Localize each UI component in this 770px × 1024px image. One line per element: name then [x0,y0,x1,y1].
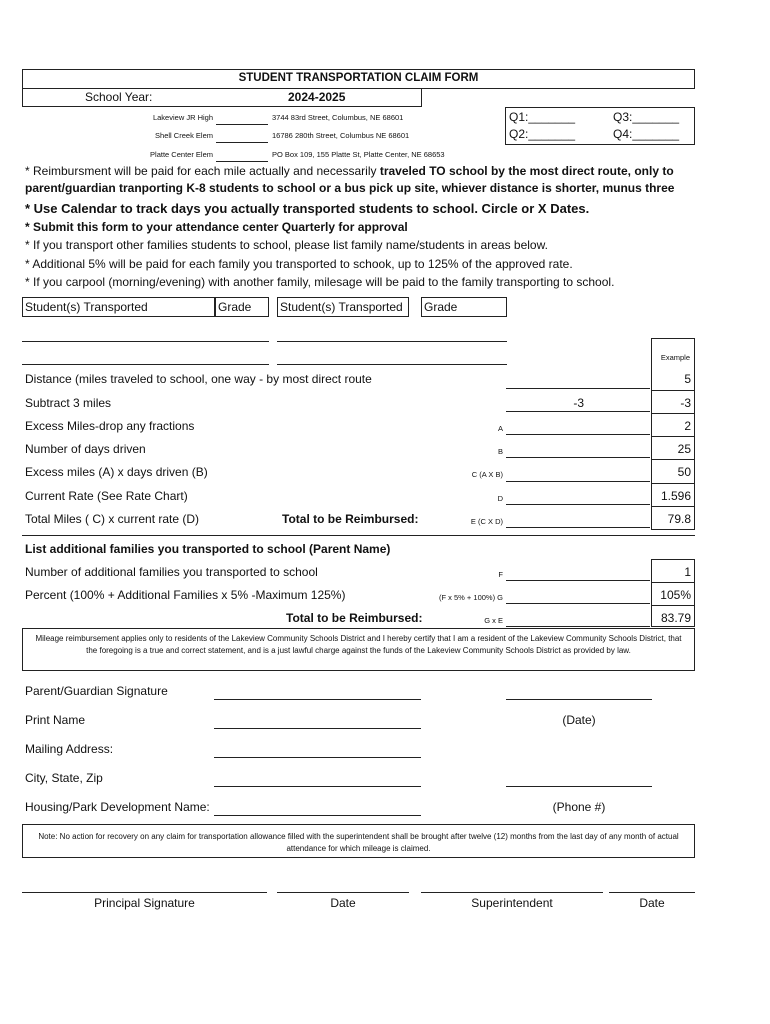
calc-row-input[interactable] [506,504,650,505]
calc-row-example: 2 [684,419,691,433]
calc-row-example: -3 [680,396,691,410]
families-row-input[interactable] [506,580,650,581]
calc-row-code: A [497,424,503,433]
calc-row-input[interactable] [506,434,650,435]
example-label: Example [660,353,690,362]
families-row-label: Percent (100% + Additional Families x 5% -Maximum 125%) [25,588,346,602]
print-name-line[interactable] [214,728,421,729]
city-state-zip-label: City, State, Zip [25,771,103,785]
instruction-reimbursement-a: * Reimbursment will be paid for each mile actually and necessarily [25,164,380,178]
calc-row-label: Excess miles (A) x days driven (B) [25,465,208,479]
instruction-additional: * Additional 5% will be paid for each family you transported to schook, up to 125% of the approved rate. [25,257,573,271]
superintendent-label: Superintendent [471,896,553,910]
total-reimbursed-label-2: Total to be Reimbursed: [286,611,423,625]
school-year-label: School Year: [85,90,153,104]
form-title: STUDENT TRANSPORTATION CLAIM FORM [238,72,479,84]
mailing-address-label: Mailing Address: [25,742,114,756]
calc-row-code: B [497,447,503,456]
calc-row-example: 50 [677,465,691,479]
calc-row-label: Total Miles ( C) x current rate (D) [25,512,200,526]
example-divider [651,413,695,414]
school-year-value: 2024-2025 [288,90,346,104]
superintendent-line[interactable] [421,892,603,893]
quarter-3[interactable]: Q3:_______ [613,110,680,124]
housing-line[interactable] [214,815,421,816]
date-line-1[interactable] [277,892,409,893]
housing-label: Housing/Park Development Name: [25,800,210,814]
grade-col-header: Grade [218,300,252,314]
families-example: 105% [660,588,691,602]
phone-line[interactable] [506,786,652,787]
total-reimbursed-label: Total to be Reimbursed: [282,512,419,526]
calc-row-input[interactable] [506,527,650,528]
example-divider [651,605,695,606]
calc-row-input-line [506,411,650,412]
mailing-address-line[interactable] [214,757,421,758]
school-year-box [22,88,422,107]
instruction-reimbursement-2: parent/guardian tranporting K-8 students to school or a bus pick up site, whiever distance is shorter, munus three [25,181,675,195]
calc-row-label: Current Rate (See Rate Chart) [25,489,188,503]
student-col-header-2: Student(s) Transported [280,300,403,314]
school-address: PO Box 109, 155 Platte St, Platte Center, NE 68653 [272,150,445,159]
student-entry-line[interactable] [277,364,507,365]
school-check-line[interactable] [216,161,268,162]
school-name: Platte Center Elem [150,150,213,159]
calc-row-input[interactable]: -3 [573,396,584,410]
certification-text: Mileage reimbursement applies only to residents of the Lakeview Community Schools District and I hereby certify that I am a resident of the Lakeview Community Schools District, that the foregoing is a true and correct statement, and is a just lawful charge against the funds of the Lakeview Community Schools District as provided by law. [35,634,682,655]
school-name: Shell Creek Elem [155,131,213,140]
note-text: Note: No action for recovery on any claim for transportation allowance filled with the superintendent shall be brought after twelve (12) months from the last day of any month of actual attendance for which mileage is claimed. [38,832,679,853]
calc-row-code: E (C X D) [470,517,503,526]
families-row-code: (F x 5% + 100%) G [439,593,503,602]
grade-col-header-2: Grade [424,300,458,314]
instruction-other-families: * If you transport other families students to school, please list family name/students in areas below. [25,238,548,252]
calc-row-input[interactable] [506,457,650,458]
example-divider [651,483,695,484]
student-entry-line[interactable] [277,341,507,342]
calc-row-input[interactable] [506,481,650,482]
example-divider [651,582,695,583]
families-example: 1 [684,565,691,579]
example-divider [651,436,695,437]
city-state-zip-line[interactable] [214,786,421,787]
calc-row-code: D [497,494,503,503]
date-label-2: Date [639,896,665,910]
total-input-2[interactable] [506,626,650,627]
calc-row-input[interactable] [506,388,650,389]
instruction-submit: * Submit this form to your attendance center Quarterly for approval [25,220,408,234]
date-label-1: Date [330,896,356,910]
families-row-input[interactable] [506,603,650,604]
calc-row-example: 79.8 [667,512,691,526]
principal-signature-label: Principal Signature [94,896,195,910]
school-check-line[interactable] [216,142,268,143]
calc-row-example: 5 [684,372,691,386]
school-address: 3744 83rd Street, Columbus, NE 68601 [272,113,404,122]
signature-date-line[interactable] [506,699,652,700]
total-code-2: G x E [484,616,503,625]
calc-row-label: Excess Miles-drop any fractions [25,419,195,433]
student-entry-line[interactable] [22,341,269,342]
print-name-label: Print Name [25,713,86,727]
families-heading: List additional families you transported to school (Parent Name) [25,542,391,556]
date-line-2[interactable] [609,892,695,893]
parent-signature-line[interactable] [214,699,421,700]
calc-row-label: Number of days driven [25,442,146,456]
date-label: (Date) [562,713,596,727]
example-divider [651,390,695,391]
quarter-1[interactable]: Q1:_______ [509,110,576,124]
total-example-2: 83.79 [660,611,691,625]
instruction-reimbursement-b: traveled TO school by the most direct route, only to [379,164,674,178]
families-row-label: Number of additional families you transported to school [25,565,318,579]
school-check-line[interactable] [216,124,268,125]
calc-row-example: 1.596 [660,489,691,503]
calc-row-example: 25 [677,442,691,456]
student-col-header: Student(s) Transported [25,300,148,314]
school-address: 16786 280th Street, Columbus NE 68601 [272,131,410,140]
phone-label: (Phone #) [552,800,606,814]
instruction-calendar: * Use Calendar to track days you actually transported students to school. Circle or X Dates. [25,201,590,216]
quarter-4[interactable]: Q4:_______ [613,127,680,141]
quarter-2[interactable]: Q2:_______ [509,127,576,141]
student-entry-line[interactable] [22,364,269,365]
instruction-carpool: * If you carpool (morning/evening) with another family, milesage will be paid to the family transporting to school. [25,275,615,289]
calc-row-label: Distance (miles traveled to school, one way - by most direct route [25,372,372,386]
section-divider [22,535,695,536]
calc-row-label: Subtract 3 miles [25,396,112,410]
calc-row-code: C (A X B) [471,470,503,479]
school-name: Lakeview JR High [152,113,213,122]
families-row-code: F [498,570,503,579]
instruction-reimbursement [25,164,674,178]
example-divider [651,459,695,460]
principal-signature-line[interactable] [22,892,267,893]
parent-signature-label: Parent/Guardian Signature [25,684,168,698]
example-divider [651,506,695,507]
